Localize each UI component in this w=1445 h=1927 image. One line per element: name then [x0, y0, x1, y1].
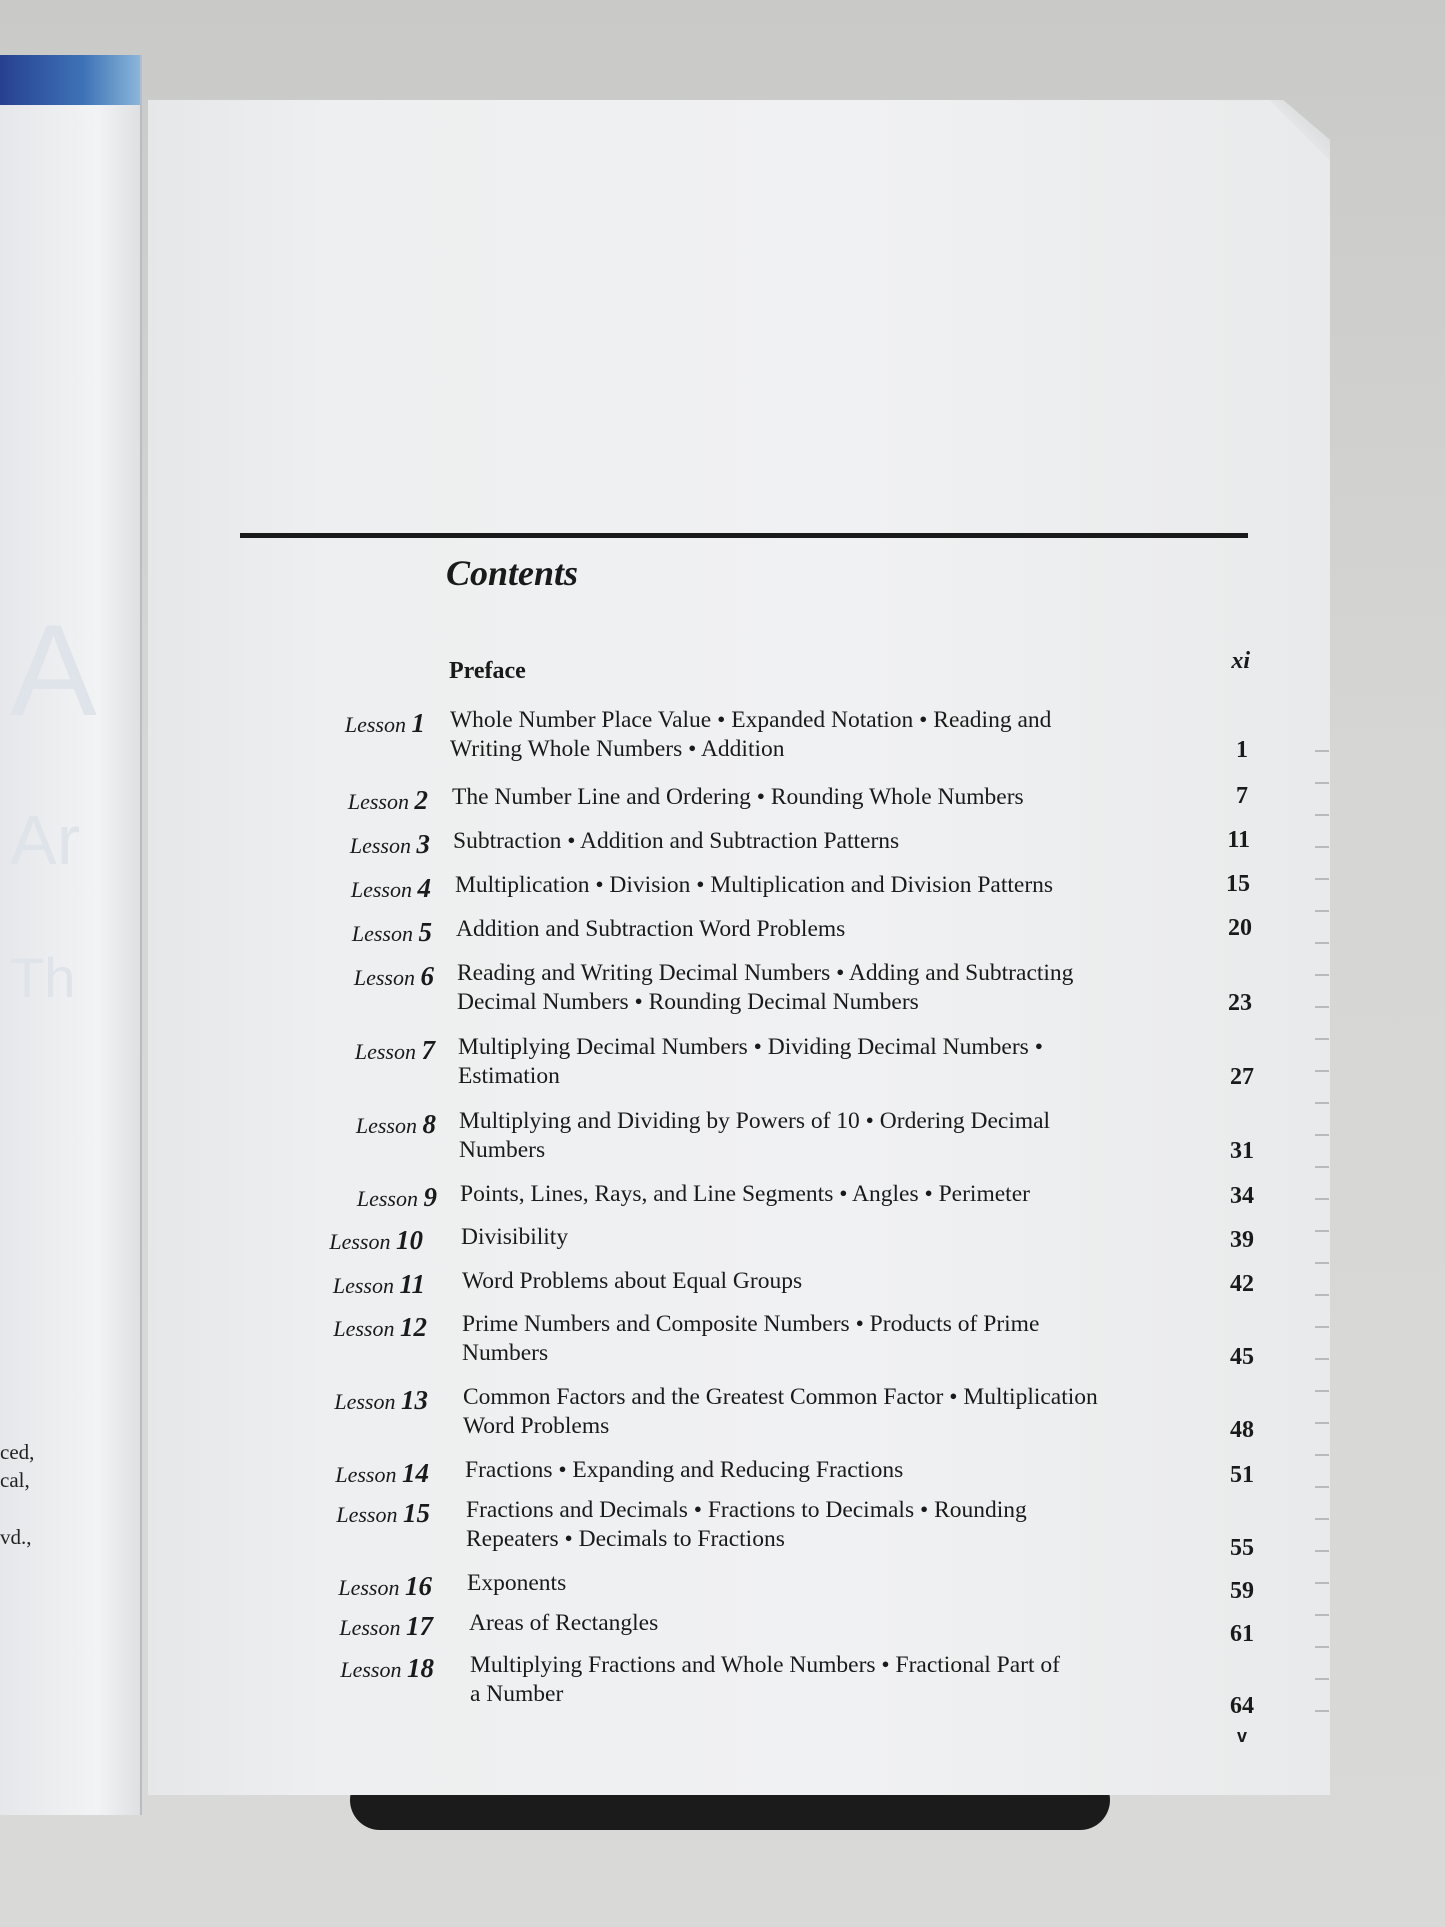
toc-lesson-title	[465, 1456, 903, 1485]
toc-lesson-title-line: Multiplying and Dividing by Powers of 10 • Ordering Decimal	[459, 1108, 1051, 1134]
toc-lesson-title-line: a Number	[470, 1681, 564, 1707]
toc-lesson-title	[460, 1180, 1030, 1209]
toc-lesson-word: Lesson	[334, 1389, 396, 1414]
page-folio: v	[1237, 1726, 1248, 1746]
toc-lesson-title-line: Estimation	[458, 1063, 560, 1089]
cover-blue-strip	[0, 55, 140, 105]
toc-lesson-label	[251, 873, 431, 904]
toc-lesson-number: 12	[400, 1312, 427, 1342]
toc-lesson-number: 11	[399, 1269, 425, 1299]
toc-lesson-label	[252, 917, 432, 948]
toc-lesson-title	[469, 1609, 658, 1638]
toc-lesson-title	[462, 1267, 802, 1296]
toc-lesson-label	[254, 961, 434, 992]
toc-lesson-title	[467, 1569, 566, 1598]
toc-lesson-title-line: Whole Number Place Value • Expanded Notation • Reading and	[450, 707, 1052, 733]
toc-preface-label: Preface	[449, 658, 526, 684]
heading-rule	[240, 533, 1248, 538]
toc-lesson-number: 18	[407, 1653, 434, 1683]
toc-lesson-title-line: Writing Whole Numbers • Addition	[450, 736, 785, 762]
cover-ghost-letter: Th	[10, 946, 76, 1009]
toc-lesson-number: 8	[422, 1109, 436, 1139]
toc-lesson-page: 48	[1230, 1417, 1254, 1443]
toc-lesson-word: Lesson	[340, 1657, 402, 1682]
toc-lesson-page: 59	[1230, 1578, 1254, 1604]
toc-lesson-page: 1	[1236, 737, 1248, 763]
page-title: Contents	[446, 553, 579, 593]
toc-lesson-title-line: Word Problems about Equal Groups	[462, 1268, 803, 1294]
toc-lesson-label	[253, 1611, 433, 1642]
toc-lesson-title-line: The Number Line and Ordering • Rounding Whole Numbers	[452, 784, 1024, 810]
toc-lesson-number: 2	[414, 785, 428, 815]
toc-lesson-label	[248, 785, 428, 816]
toc-lesson-page: 61	[1230, 1621, 1254, 1647]
toc-lesson-title-line: Subtraction • Addition and Subtraction Patterns	[453, 828, 900, 854]
toc-lesson-page: 31	[1230, 1138, 1254, 1164]
toc-lesson-number: 14	[402, 1458, 429, 1488]
toc-lesson-word: Lesson	[336, 1502, 398, 1527]
toc-lesson-title-line: Numbers	[459, 1137, 546, 1163]
toc-lesson-number: 4	[417, 873, 431, 903]
toc-lesson-number: 10	[396, 1225, 423, 1255]
toc-lesson-title-line: Common Factors and the Greatest Common Factor • Multiplication	[463, 1384, 1098, 1410]
toc-lesson-page: 27	[1230, 1064, 1254, 1090]
cover-text-snippet: vd.,	[0, 1525, 32, 1549]
toc-lesson-title	[462, 1310, 1039, 1368]
cover-text-snippet: ced,	[0, 1440, 35, 1464]
toc-lesson-title	[453, 827, 899, 856]
toc-lesson-title-line: Reading and Writing Decimal Numbers • Adding and Subtracting	[457, 960, 1074, 986]
toc-lesson-word: Lesson	[344, 712, 406, 737]
toc-lesson-word: Lesson	[353, 965, 415, 990]
toc-lesson-word: Lesson	[338, 1575, 400, 1600]
toc-lesson-number: 3	[416, 829, 430, 859]
toc-lesson-label	[249, 1458, 429, 1489]
toc-lesson-label	[255, 1035, 435, 1066]
toc-lesson-label	[245, 1269, 425, 1300]
toc-lesson-title-line: Multiplying Fractions and Whole Numbers • Fractional Part of	[470, 1652, 1060, 1678]
toc-lesson-word: Lesson	[332, 1273, 394, 1298]
cover-ghost-letter: A	[10, 597, 97, 743]
toc-lesson-title	[452, 783, 1024, 812]
toc-lesson-word: Lesson	[335, 1462, 397, 1487]
toc-lesson-page: 23	[1228, 990, 1252, 1016]
toc-lesson-title	[450, 706, 1051, 764]
toc-lesson-word: Lesson	[355, 1113, 417, 1138]
toc-lesson-word: Lesson	[354, 1039, 416, 1064]
toc-lesson-number: 6	[420, 961, 434, 991]
toc-lesson-number: 1	[411, 708, 425, 738]
toc-lesson-title	[470, 1651, 1060, 1709]
toc-lesson-label	[248, 1385, 428, 1416]
cover-text-snippet: cal,	[0, 1468, 30, 1492]
toc-lesson-label	[250, 1498, 430, 1529]
toc-lesson-title	[466, 1496, 1027, 1554]
toc-lesson-title-line: Repeaters • Decimals to Fractions	[466, 1526, 785, 1552]
toc-lesson-word: Lesson	[349, 833, 411, 858]
toc-lesson-title-line: Prime Numbers and Composite Numbers • Products of Prime	[462, 1311, 1040, 1337]
toc-lesson-word: Lesson	[350, 877, 412, 902]
book-cover-left	[0, 55, 142, 1815]
page-edge	[1315, 720, 1329, 1720]
toc-lesson-page: 15	[1226, 871, 1250, 897]
toc-lesson-title-line: Fractions • Expanding and Reducing Fractions	[465, 1457, 904, 1483]
toc-lesson-page: 7	[1236, 783, 1248, 809]
toc-lesson-label	[256, 1109, 436, 1140]
toc-lesson-number: 9	[423, 1182, 437, 1212]
toc-lesson-page: 39	[1230, 1227, 1254, 1253]
toc-lesson-title-line: Exponents	[467, 1570, 567, 1596]
toc-lesson-title-line: Numbers	[462, 1340, 549, 1366]
toc-lesson-title-line: Divisibility	[461, 1224, 569, 1250]
toc-preface-page: xi	[1231, 648, 1250, 674]
toc-lesson-number: 5	[418, 917, 432, 947]
toc-lesson-title	[461, 1223, 568, 1252]
toc-lesson-number: 7	[421, 1035, 435, 1065]
toc-lesson-title-line: Word Problems	[463, 1413, 610, 1439]
toc-lesson-title-line: Multiplying Decimal Numbers • Dividing Decimal Numbers •	[458, 1034, 1043, 1060]
toc-lesson-page: 42	[1230, 1271, 1254, 1297]
toc-lesson-word: Lesson	[347, 789, 409, 814]
toc-lesson-page: 55	[1230, 1535, 1254, 1561]
toc-lesson-number: 13	[401, 1385, 428, 1415]
toc-lesson-title-line: Addition and Subtraction Word Problems	[456, 916, 846, 942]
toc-lesson-page: 64	[1230, 1693, 1254, 1719]
toc-lesson-word: Lesson	[351, 921, 413, 946]
page-corner-fold	[1270, 100, 1330, 160]
toc-lesson-number: 15	[403, 1498, 430, 1528]
toc-lesson-page: 20	[1228, 915, 1252, 941]
toc-lesson-title	[456, 915, 845, 944]
toc-lesson-title-line: Decimal Numbers • Rounding Decimal Numbers	[457, 989, 919, 1015]
toc-lesson-title-line: Areas of Rectangles	[469, 1610, 659, 1636]
toc-lesson-title-line: Points, Lines, Rays, and Line Segments • Angles • Perimeter	[460, 1181, 1030, 1207]
toc-lesson-title	[463, 1383, 1098, 1441]
toc-lesson-title	[457, 959, 1073, 1017]
toc-lesson-word: Lesson	[333, 1316, 395, 1341]
toc-lesson-page: 34	[1230, 1183, 1254, 1209]
toc-lesson-word: Lesson	[329, 1229, 391, 1254]
toc-lesson-label	[250, 829, 430, 860]
toc-lesson-label	[243, 1225, 423, 1256]
toc-lesson-label	[257, 1182, 437, 1213]
toc-lesson-title-line: Fractions and Decimals • Fractions to Decimals • Rounding	[466, 1497, 1027, 1523]
toc-lesson-page: 51	[1230, 1462, 1254, 1488]
toc-lesson-label	[245, 708, 425, 739]
toc-lesson-number: 16	[405, 1571, 432, 1601]
toc-lesson-title	[458, 1033, 1043, 1091]
toc-lesson-title	[455, 871, 1053, 900]
toc-lesson-number: 17	[406, 1611, 433, 1641]
toc-lesson-page: 11	[1227, 827, 1250, 853]
toc-lesson-label	[252, 1571, 432, 1602]
toc-lesson-word: Lesson	[339, 1615, 401, 1640]
toc-lesson-word: Lesson	[356, 1186, 418, 1211]
toc-lesson-label	[247, 1312, 427, 1343]
toc-lesson-title-line: Multiplication • Division • Multiplication and Division Patterns	[455, 872, 1054, 898]
cover-ghost-letter: Ar	[10, 801, 80, 879]
toc-lesson-label	[254, 1653, 434, 1684]
toc-lesson-page: 45	[1230, 1344, 1254, 1370]
toc-lesson-title	[459, 1107, 1050, 1165]
